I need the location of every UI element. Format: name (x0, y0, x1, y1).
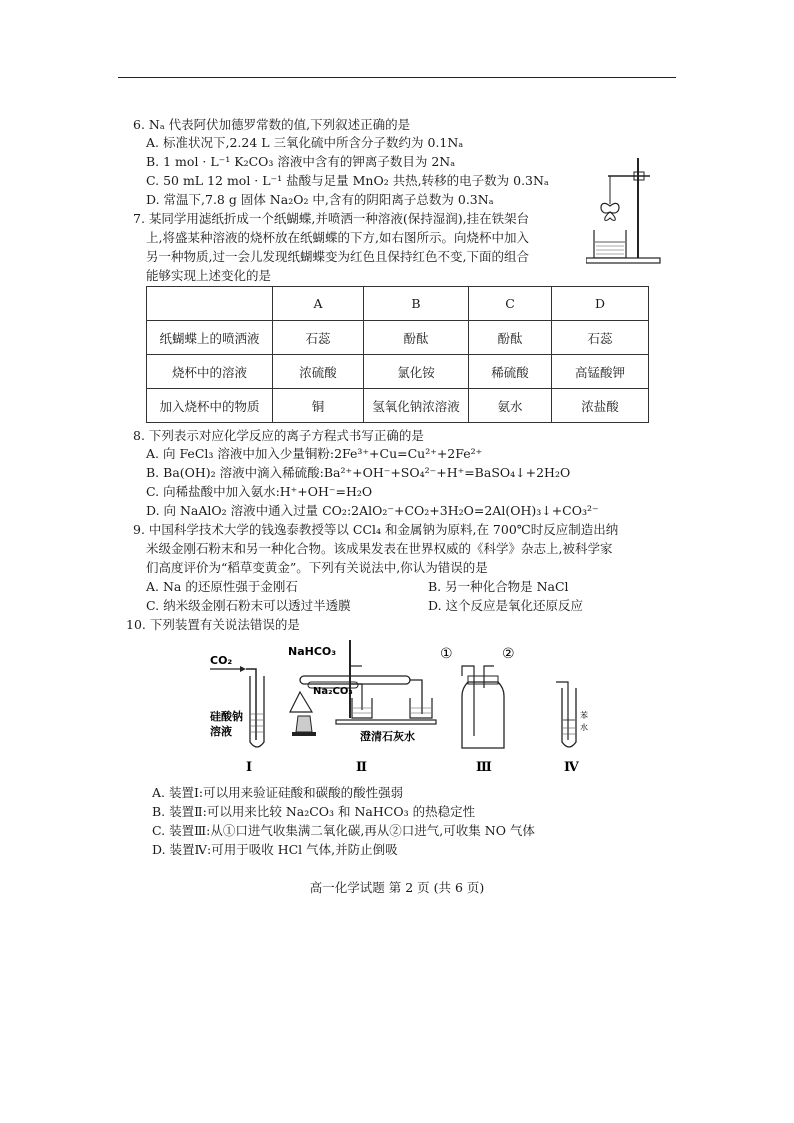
port-2-label: ② (502, 646, 515, 662)
device-label-3: Ⅲ (476, 760, 492, 775)
device-label-2: Ⅱ (356, 760, 367, 775)
q6-option-d: D. 常温下,7.8 g 固体 Na₂O₂ 中,含有的阴阳离子总数为 0.3Nₐ (146, 192, 494, 207)
q9-line-1: 9. 中国科学技术大学的钱逸泰教授等以 CCl₄ 和金属钠为原料,在 700℃时反应制造出纳 (133, 522, 619, 537)
q9-line-2: 米级金刚石粉末和另一种化合物。该成果发表在世界权威的《科学》杂志上,被科学家 (146, 541, 613, 556)
q6-option-c: C. 50 mL 12 mol · L⁻¹ 盐酸与足量 MnO₂ 共热,转移的电子数为 0.3Nₐ (146, 173, 549, 188)
table-cell: 酚酞 (469, 321, 552, 355)
q9-option-d: D. 这个反应是氧化还原反应 (428, 598, 584, 613)
table-cell: 高锰酸钾 (552, 355, 649, 389)
table-cell: 铜 (273, 389, 364, 423)
q7-line-3: 另一种物质,过一会儿发现纸蝴蝶变为红色且保持红色不变,下面的组合 (146, 249, 529, 264)
silicate-label-1: 硅酸钠 (210, 710, 243, 723)
q7-line-1: 7. 某同学用滤纸折成一个纸蝴蝶,并喷洒一种溶液(保持湿润),挂在铁架台 (133, 211, 530, 226)
table-row (147, 321, 649, 355)
q8-option-c: C. 向稀盐酸中加入氨水:H⁺+OH⁻=H₂O (146, 484, 373, 499)
q6-option-a: A. 标准状况下,2.24 L 三氧化硫中所含分子数约为 0.1Nₐ (146, 135, 464, 150)
table-cell: 浓硫酸 (273, 355, 364, 389)
q7-line-4: 能够实现上述变化的是 (146, 268, 272, 283)
q8-option-a: A. 向 FeCl₃ 溶液中加入少量铜粉:2Fe³⁺+Cu=Cu²⁺+2Fe²⁺ (146, 446, 483, 461)
table-cell: 加入烧杯中的物质 (147, 389, 273, 423)
header-rule (118, 77, 676, 78)
table-cell: 稀硫酸 (469, 355, 552, 389)
table-cell: 烧杯中的溶液 (147, 355, 273, 389)
table-cell (147, 287, 273, 321)
benzene-label: 苯 (580, 711, 588, 720)
butterfly-stand-figure (586, 152, 666, 264)
table-header-row (147, 287, 649, 321)
table-cell: 酚酞 (364, 321, 469, 355)
table-cell: A (273, 287, 364, 321)
table-cell: C (469, 287, 552, 321)
table-cell: 纸蝴蝶上的喷洒液 (147, 321, 273, 355)
table-cell: D (552, 287, 649, 321)
port-1-label: ① (440, 646, 453, 662)
na2co3-label: Na₂CO₃ (313, 686, 353, 697)
device-label-4: Ⅳ (564, 760, 579, 775)
table-cell: 石蕊 (552, 321, 649, 355)
co2-label: CO₂ (210, 654, 233, 667)
table-cell: 氨水 (469, 389, 552, 423)
table-cell: B (364, 287, 469, 321)
table-cell: 氯化铵 (364, 355, 469, 389)
table-row (147, 355, 649, 389)
q6-option-b: B. 1 mol · L⁻¹ K₂CO₃ 溶液中含有的钾离子数目为 2Nₐ (146, 154, 456, 169)
table-cell: 氢氧化钠浓溶液 (364, 389, 469, 423)
q9-line-3: 们高度评价为“稻草变黄金”。下列有关说法中,你认为错误的是 (146, 560, 488, 575)
q9-option-b: B. 另一种化合物是 NaCl (428, 579, 569, 594)
limewater-label: 澄清石灰水 (360, 730, 415, 743)
q10-option-a: A. 装置Ⅰ:可以用来验证硅酸和碳酸的酸性强弱 (152, 785, 404, 800)
q10-stem: 10. 下列装置有关说法错误的是 (126, 617, 300, 632)
table-row (147, 389, 649, 423)
nahco3-label: NaHCO₃ (288, 645, 337, 658)
q9-option-c: C. 纳米级金刚石粉末可以透过半透膜 (146, 598, 351, 613)
silicate-label-2: 溶液 (210, 725, 232, 738)
table-cell: 浓盐酸 (552, 389, 649, 423)
q7-table (146, 286, 649, 423)
q8-option-b: B. Ba(OH)₂ 溶液中滴入稀硫酸:Ba²⁺+OH⁻+SO₄²⁻+H⁺=BaSO₄↓+2H₂O (146, 465, 571, 480)
q7-line-2: 上,将盛某种溶液的烧杯放在纸蝴蝶的下方,如右图所示。向烧杯中加入 (146, 230, 529, 245)
q8-stem: 8. 下列表示对应化学反应的离子方程式书写正确的是 (133, 428, 424, 443)
water-label: 水 (580, 723, 588, 732)
q8-option-d: D. 向 NaAlO₂ 溶液中通入过量 CO₂:2AlO₂⁻+CO₂+3H₂O=2Al(OH)₃↓+CO₃²⁻ (146, 503, 599, 518)
apparatus-figure (200, 636, 600, 776)
q6-stem: 6. Nₐ 代表阿伏加德罗常数的值,下列叙述正确的是 (133, 117, 411, 132)
device-label-1: Ⅰ (246, 760, 253, 775)
q10-option-c: C. 装置Ⅲ:从①口进气收集满二氧化碳,再从②口进气,可收集 NO 气体 (152, 823, 535, 838)
table-cell: 石蕊 (273, 321, 364, 355)
q10-option-d: D. 装置Ⅳ:可用于吸收 HCl 气体,并防止倒吸 (152, 842, 398, 857)
q10-option-b: B. 装置Ⅱ:可以用来比较 Na₂CO₃ 和 NaHCO₃ 的热稳定性 (152, 804, 476, 819)
q9-option-a: A. Na 的还原性强于金刚石 (146, 579, 298, 594)
page-footer: 高一化学试题 第 2 页 (共 6 页) (309, 880, 485, 895)
